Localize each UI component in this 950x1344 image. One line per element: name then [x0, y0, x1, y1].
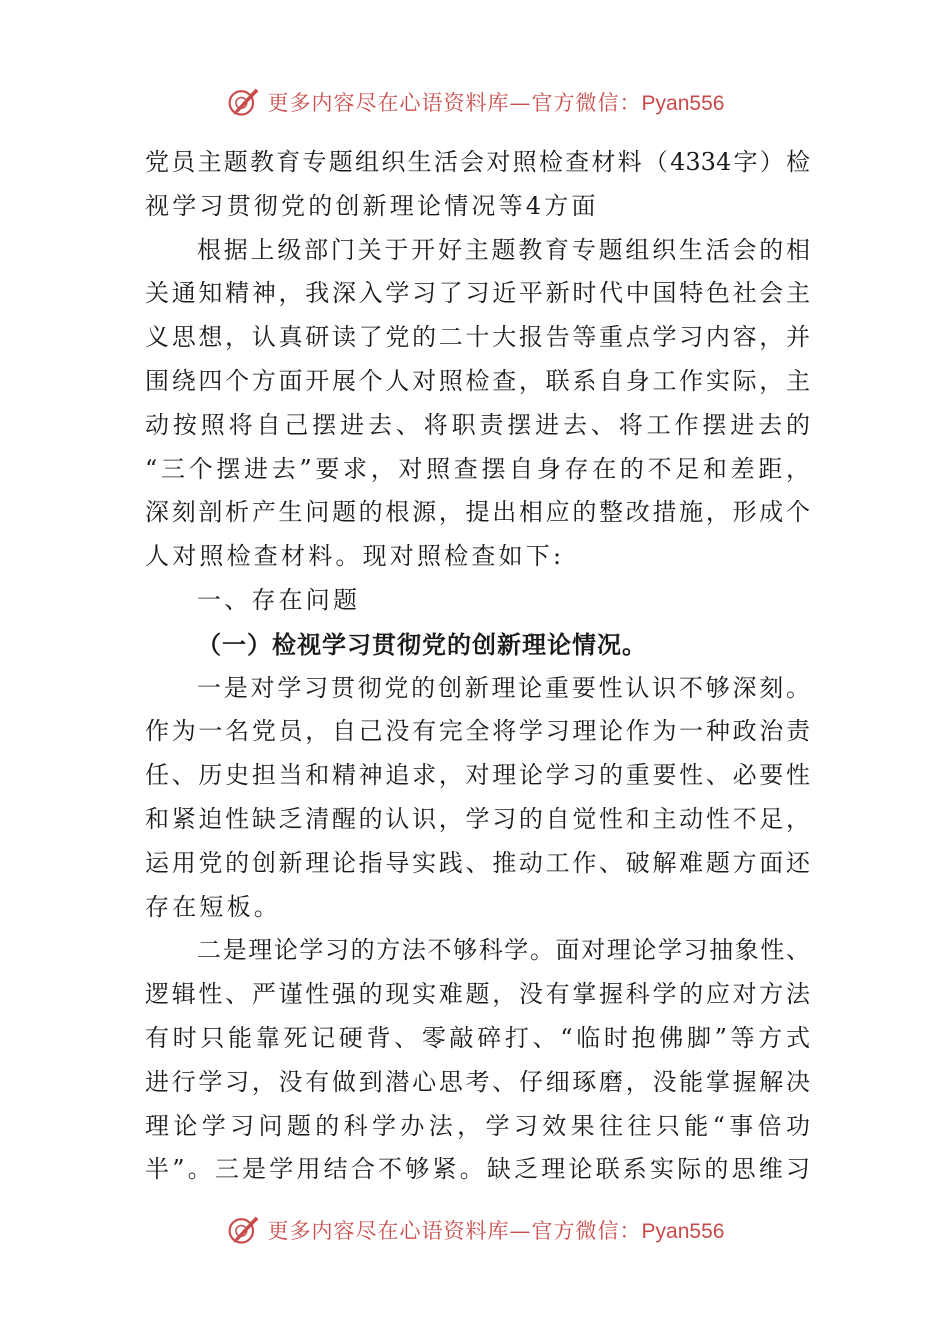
text-line: 一是对学习贯彻党的创新理论重要性认识不够深刻。 [197, 673, 810, 702]
text-line: 一、存在问题 [197, 585, 361, 614]
banner-text-cn: 更多内容尽在心语资料库—官方微信： [267, 1219, 642, 1243]
banner-text [268, 87, 725, 117]
text-line: 和紧迫性缺乏清醒的认识，学习的自觉性和主动性不足， [145, 804, 810, 833]
text-line: 进行学习，没有做到潜心思考、仔细琢磨，没能掌握解决 [145, 1067, 810, 1096]
text-line: 有时只能靠死记硬背、零敲碎打、“临时抱佛脚”等方式 [145, 1023, 810, 1052]
banner-text [268, 1215, 725, 1245]
text-line: 党员主题教育专题组织生活会对照检查材料（4334字）检 [145, 148, 810, 176]
footer-watermark-banner [0, 1210, 950, 1250]
banner-wechat-id: Pyan556 [641, 1220, 725, 1243]
header-watermark-banner [0, 82, 950, 122]
text-line: 任、历史担当和精神追求，对理论学习的重要性、必要性 [145, 761, 810, 790]
text-line: 存在短板。 [145, 892, 281, 921]
text-line: 围绕四个方面开展个人对照检查，联系自身工作实际，主 [145, 366, 810, 395]
text-line: 人对照检查材料。现对照检查如下: [145, 542, 565, 571]
banner-wechat-id: Pyan556 [641, 92, 725, 115]
text-line: 逻辑性、严谨性强的现实难题，没有掌握科学的应对方法 [145, 980, 810, 1009]
section-heading: （一）检视学习贯彻党的创新理论情况。 [197, 629, 647, 659]
text-line: “三个摆进去”要求，对照查摆自身存在的不足和差距， [145, 454, 810, 483]
text-line: 动按照将自己摆进去、将职责摆进去、将工作摆进去的 [145, 410, 810, 439]
text-line: 运用党的创新理论指导实践、推动工作、破解难题方面还 [145, 848, 810, 877]
text-line: 二是理论学习的方法不够科学。面对理论学习抽象性、 [197, 936, 810, 965]
pen-logo-icon [226, 1212, 262, 1248]
document-body [145, 141, 810, 1192]
text-line: 深刻剖析产生问题的根源，提出相应的整改措施，形成个 [145, 498, 810, 527]
text-line: 半”。三是学用结合不够紧。缺乏理论联系实际的思维习 [145, 1155, 810, 1184]
pen-logo-icon [226, 84, 262, 120]
text-line: 关通知精神，我深入学习了习近平新时代中国特色社会主 [145, 279, 810, 308]
text-line: 视学习贯彻党的创新理论情况等4方面 [145, 191, 599, 220]
text-line: 作为一名党员，自己没有完全将学习理论作为一种政治责 [145, 717, 810, 746]
banner-text-cn: 更多内容尽在心语资料库—官方微信： [267, 91, 642, 115]
text-line: 义思想，认真研读了党的二十大报告等重点学习内容，并 [145, 323, 810, 352]
text-line: 理论学习问题的科学办法，学习效果往往只能“事倍功 [145, 1111, 810, 1140]
text-line: 根据上级部门关于开好主题教育专题组织生活会的相 [197, 235, 810, 264]
